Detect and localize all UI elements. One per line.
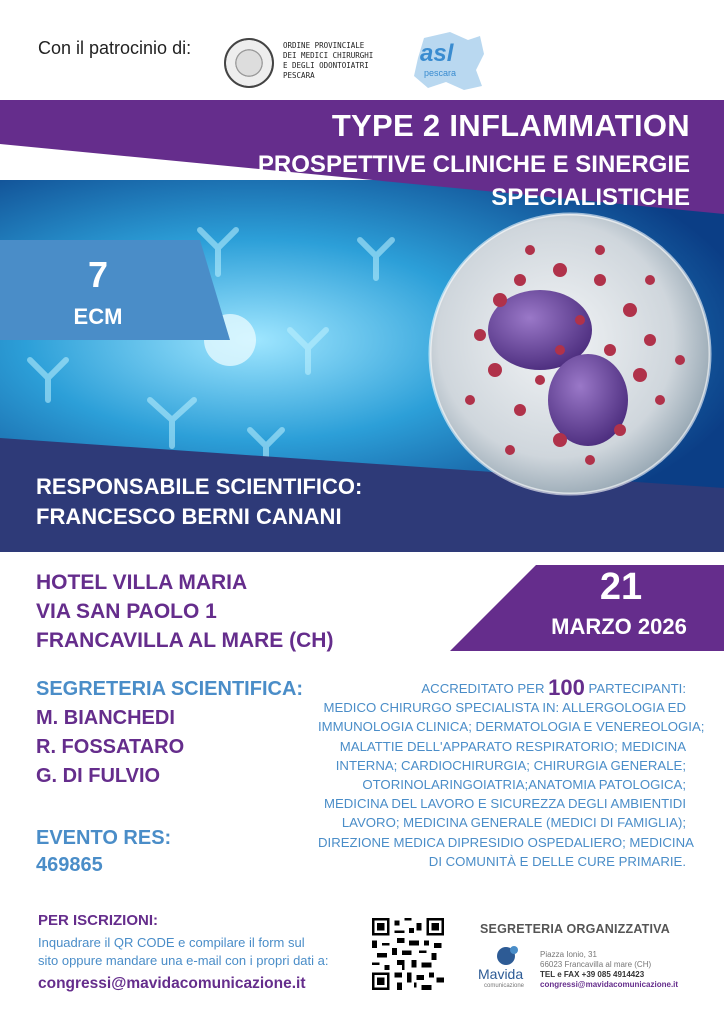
accreditation-headline: ACCREDITATO PER 100 PARTECIPANTI: xyxy=(421,675,686,700)
event-month-year: MARZO 2026 xyxy=(551,614,687,639)
organizing-secretariat-title: SEGRETERIA ORGANIZZATIVA xyxy=(480,922,670,936)
organizer-contacts xyxy=(540,950,678,990)
secretariat-member: M. BIANCHEDI xyxy=(36,707,175,729)
accreditation-line: OTORINOLARINGOIATRIA;ANATOMIA PATOLOGICA; xyxy=(362,777,686,793)
secretariat-member: G. DI FULVIO xyxy=(36,765,161,787)
medical-order-seal-logo xyxy=(224,38,274,88)
venue-city: FRANCAVILLA AL MARE (CH) xyxy=(36,629,334,652)
venue-street: VIA SAN PAOLO 1 xyxy=(36,600,217,623)
accreditation-line: DIREZIONE MEDICA DIPRESIDIO OSPEDALIERO; MEDICINA xyxy=(318,834,694,850)
accreditation-line: INTERNA; CARDIOCHIRURGIA; CHIRURGIA GENERALE; xyxy=(335,757,686,773)
mavida-brand-name: Mavida xyxy=(478,966,524,982)
scientific-lead-name: FRANCESCO BERNI CANANI xyxy=(36,504,342,529)
registration-title: PER ISCRIZIONI: xyxy=(38,912,159,929)
res-event-number: 469865 xyxy=(36,854,103,876)
ecm-credits-label: ECM xyxy=(73,304,123,329)
registration-email-link[interactable]: congressi@mavidacomunicazione.it xyxy=(38,975,306,992)
accreditation-line: DI COMUNITÀ E DELLE CURE PRIMARIE. xyxy=(428,853,686,869)
asl-logo-text: asl xyxy=(420,40,454,67)
qr-code[interactable] xyxy=(372,918,444,990)
mavida-logo-icon xyxy=(492,942,528,968)
registration-instructions: Inquadrare il QR CODE e compilare il form sul sito oppure mandare una e-mail con i propri dati a: xyxy=(38,935,329,968)
asl-logo-city: pescara xyxy=(424,68,457,78)
venue-block xyxy=(36,568,333,655)
accreditation-line: MALATTIE DELL'APPARATO RESPIRATORIO; MEDICINA xyxy=(339,738,686,754)
accreditation-line: LAVORO; MEDICINA GENERALE (MEDICI DI FAMIGLIA); xyxy=(341,815,686,831)
res-event-label: EVENTO RES: xyxy=(36,827,172,849)
scientific-secretariat-title: SEGRETERIA SCIENTIFICA: xyxy=(36,678,304,700)
accreditation-block xyxy=(318,675,705,871)
patronage-label: Con il patrocinio di: xyxy=(38,38,192,58)
accreditation-line: MEDICINA DEL LAVORO E SICUREZZA DEGLI AMBIENTIDI xyxy=(324,796,686,812)
accreditation-line: IMMUNOLOGIA CLINICA; DERMATOLOGIA E VENEREOLOGIA; xyxy=(318,719,705,735)
event-day: 21 xyxy=(599,566,643,608)
ecm-credits-number: 7 xyxy=(87,254,109,295)
organizer-email-link[interactable]: congressi@mavidacomunicazione.it xyxy=(540,980,679,989)
organizer-city: 66023 Francavilla al mare (CH) xyxy=(540,960,652,969)
event-subtitle: PROSPETTIVE CLINICHE E SINERGIE SPECIALISTICHE xyxy=(257,151,690,211)
accreditation-line: MEDICO CHIRURGO SPECIALISTA IN: ALLERGOLOGIA ED xyxy=(323,700,686,716)
organizer-phone: TEL e FAX +39 085 4914423 xyxy=(540,970,645,979)
medical-order-name: ORDINE PROVINCIALE DEI MEDICI CHIRURGHI E DEGLI ODONTOIATRI PESCARA xyxy=(283,41,374,80)
scientific-lead-label: RESPONSABILE SCIENTIFICO: xyxy=(36,474,363,499)
participants-count: 100 xyxy=(548,675,585,700)
secretariat-member: R. FOSSATARO xyxy=(36,736,185,758)
event-title: TYPE 2 INFLAMMATION xyxy=(331,108,690,143)
venue-hotel: HOTEL VILLA MARIA xyxy=(36,571,248,594)
organizer-address: Piazza Ionio, 31 xyxy=(540,950,597,959)
mavida-brand-subtitle: comunicazione xyxy=(484,983,525,989)
